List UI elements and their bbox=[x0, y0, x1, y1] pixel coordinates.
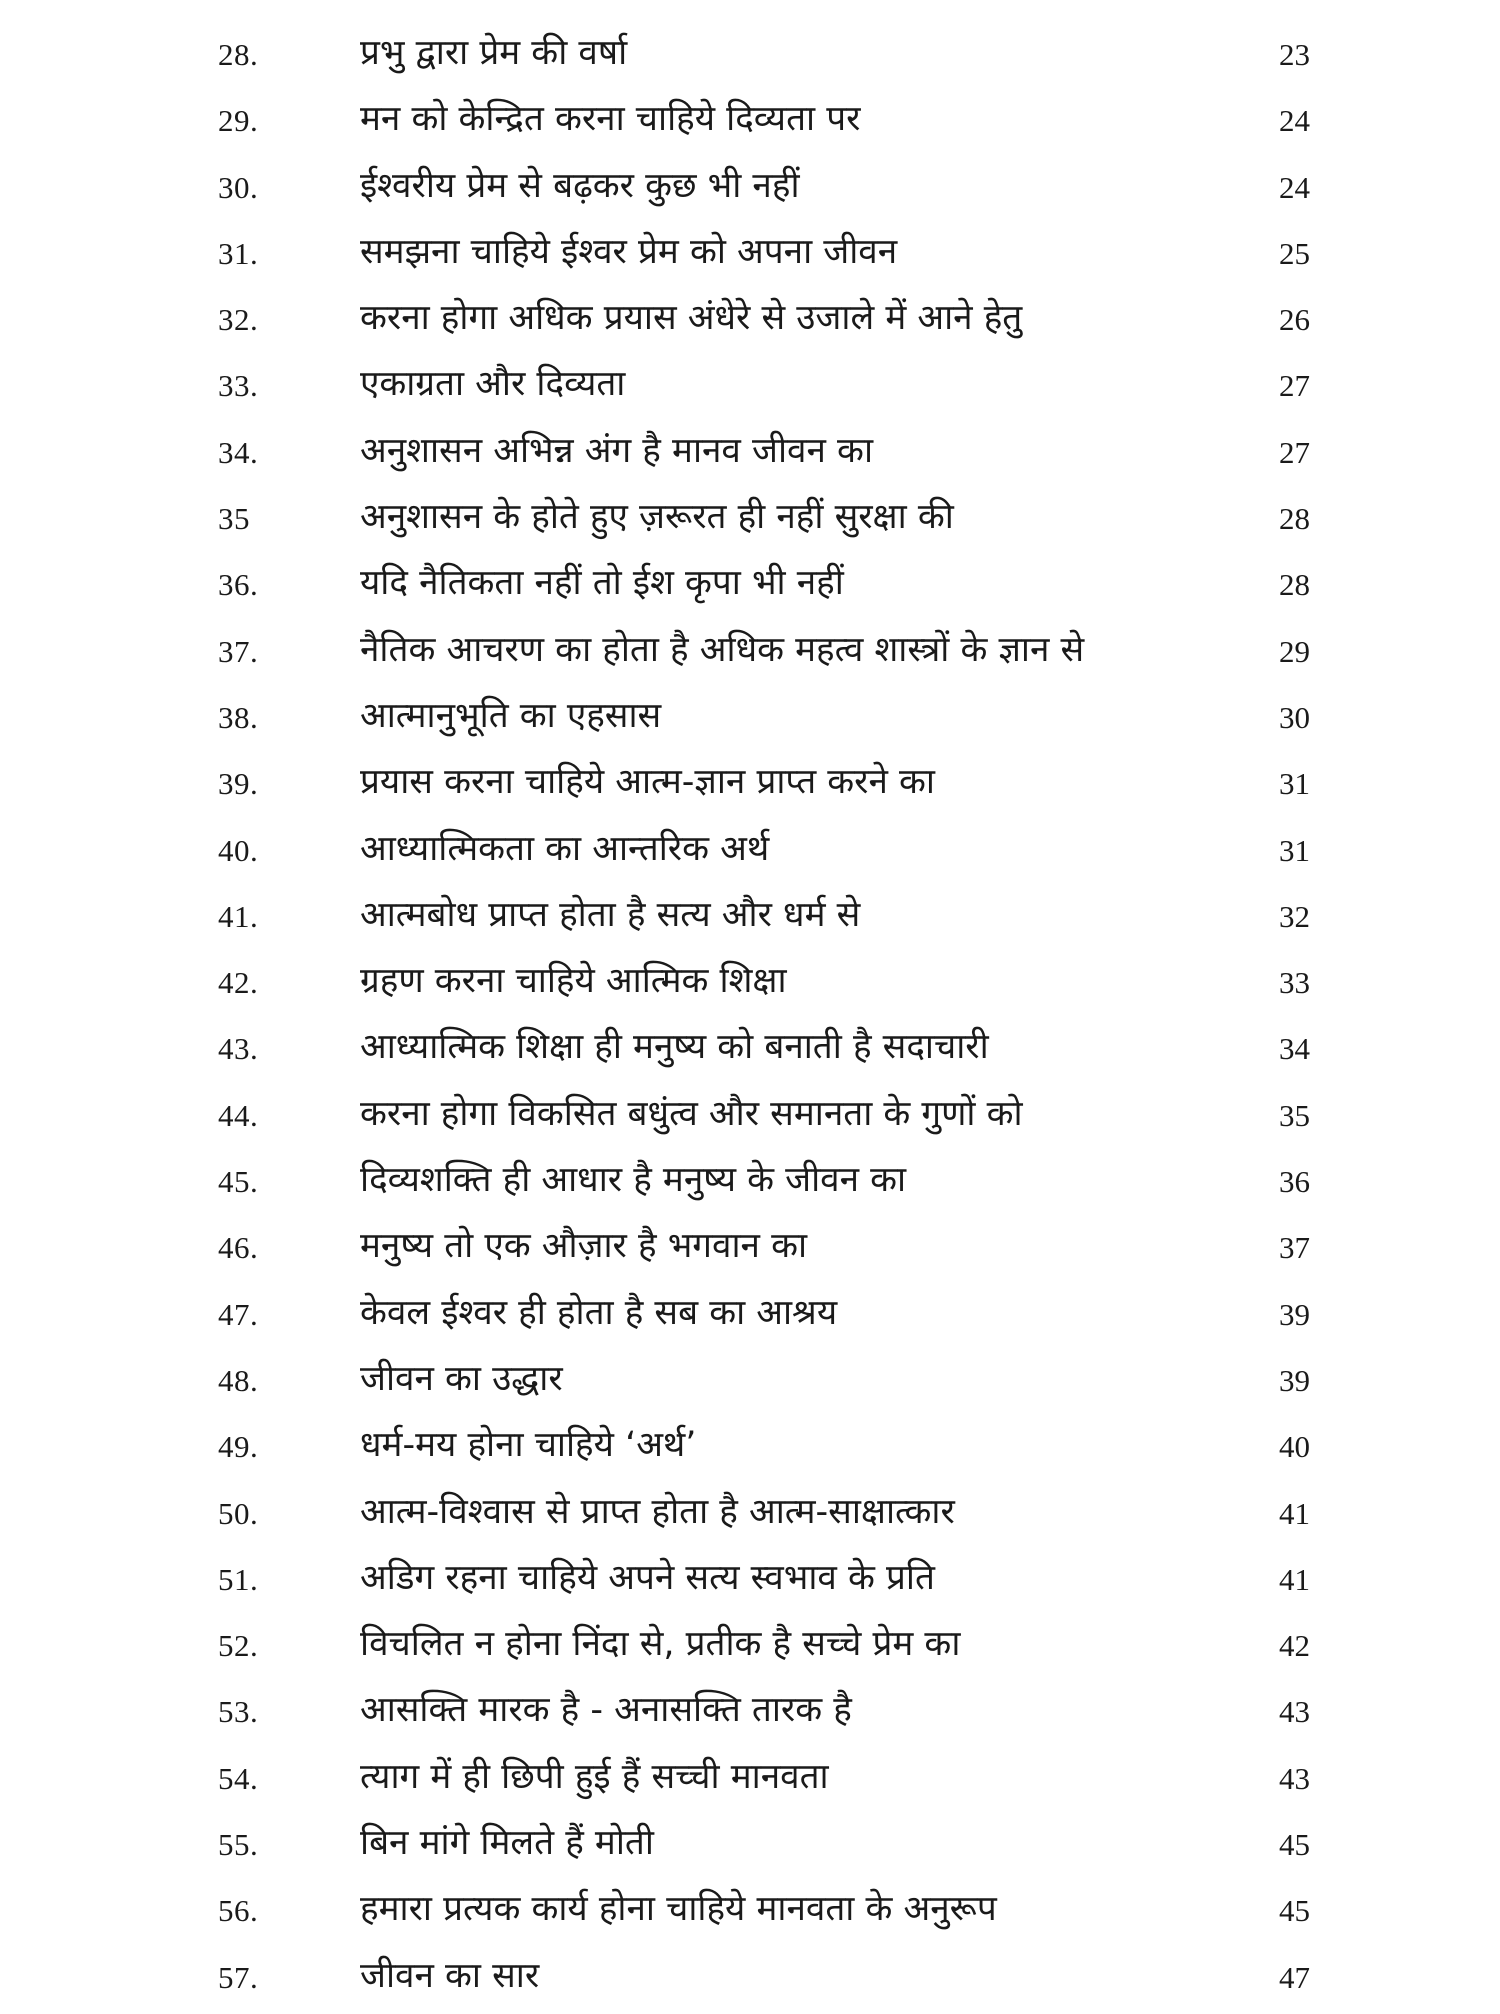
entry-title: त्याग में ही छिपी हुई हैं सच्ची मानवता bbox=[360, 1756, 829, 1797]
entry-number: 46. bbox=[218, 1230, 259, 1266]
entry-number: 32. bbox=[218, 302, 259, 338]
entry-page-number: 29 bbox=[1279, 633, 1310, 669]
toc-entry bbox=[0, 290, 1500, 356]
toc-entry bbox=[0, 158, 1500, 224]
entry-number: 39. bbox=[218, 766, 259, 802]
entry-title: आत्म-विश्वास से प्राप्त होता है आत्म-साक्षात्कार bbox=[360, 1491, 955, 1532]
toc-entry bbox=[0, 555, 1500, 621]
entry-title: अनुशासन अभिन्न अंग है मानव जीवन का bbox=[360, 430, 874, 471]
entry-page-number: 43 bbox=[1279, 1760, 1310, 1796]
entry-page-number: 32 bbox=[1279, 898, 1310, 934]
entry-page-number: 23 bbox=[1279, 37, 1310, 72]
entry-title: मन को केन्द्रित करना चाहिये दिव्यता पर bbox=[360, 99, 861, 140]
entry-title: नैतिक आचरण का होता है अधिक महत्व शास्त्रों के ज्ञान से bbox=[360, 629, 1085, 670]
entry-number: 52. bbox=[218, 1628, 259, 1664]
entry-title: जीवन का सार bbox=[360, 1955, 540, 1996]
entry-title: आत्मानुभूति का एहसास bbox=[360, 695, 662, 736]
toc-entry bbox=[0, 1550, 1500, 1616]
entry-number: 50. bbox=[218, 1495, 259, 1531]
entry-page-number: 45 bbox=[1279, 1827, 1310, 1863]
entry-number: 35 bbox=[218, 501, 250, 537]
entry-title: यदि नैतिकता नहीं तो ईश कृपा भी नहीं bbox=[360, 563, 844, 604]
entry-title: प्रयास करना चाहिये आत्म-ज्ञान प्राप्त करने का bbox=[360, 762, 935, 803]
entry-title: आध्यात्मिकता का आन्तरिक अर्थ bbox=[360, 828, 770, 869]
entry-number: 36. bbox=[218, 567, 259, 603]
toc-entry bbox=[0, 1086, 1500, 1152]
entry-number: 40. bbox=[218, 832, 259, 868]
entry-number: 38. bbox=[218, 699, 259, 735]
entry-title: अनुशासन के होते हुए ज़रूरत ही नहीं सुरक्षा की bbox=[360, 497, 954, 538]
entry-title: विचलित न होना निंदा से, प्रतीक है सच्चे प्रेम का bbox=[360, 1624, 961, 1665]
entry-page-number: 40 bbox=[1279, 1429, 1310, 1465]
entry-number: 49. bbox=[218, 1429, 259, 1465]
entry-title: आध्यात्मिक शिक्षा ही मनुष्य को बनाती है सदाचारी bbox=[360, 1027, 989, 1068]
entry-page-number: 39 bbox=[1279, 1362, 1310, 1398]
entry-number: 37. bbox=[218, 633, 259, 669]
entry-page-number: 27 bbox=[1279, 434, 1310, 470]
entry-page-number: 31 bbox=[1279, 832, 1310, 868]
toc-entry bbox=[0, 821, 1500, 887]
toc-entry bbox=[0, 1948, 1500, 2014]
toc-entry bbox=[0, 1019, 1500, 1085]
entry-number: 41. bbox=[218, 898, 259, 934]
entry-number: 42. bbox=[218, 965, 259, 1001]
entry-title: मनुष्य तो एक औज़ार है भगवान का bbox=[360, 1226, 808, 1267]
toc-entry bbox=[0, 953, 1500, 1019]
entry-number: 51. bbox=[218, 1561, 259, 1597]
entry-number: 30. bbox=[218, 169, 259, 205]
toc-entry bbox=[0, 1749, 1500, 1815]
entry-title: एकाग्रता और दिव्यता bbox=[360, 364, 626, 405]
toc-entry bbox=[0, 489, 1500, 555]
toc-entry bbox=[0, 754, 1500, 820]
entry-page-number: 24 bbox=[1279, 169, 1310, 205]
entry-number: 57. bbox=[218, 1959, 259, 1995]
entry-page-number: 30 bbox=[1279, 699, 1310, 735]
entry-title: आत्मबोध प्राप्त होता है सत्य और धर्म से bbox=[360, 894, 861, 935]
entry-number: 43. bbox=[218, 1031, 259, 1067]
entry-number: 34. bbox=[218, 434, 259, 470]
entry-number: 47. bbox=[218, 1296, 259, 1332]
entry-page-number: 28 bbox=[1279, 567, 1310, 603]
toc-entry bbox=[0, 1815, 1500, 1881]
entry-title: करना होगा अधिक प्रयास अंधेरे से उजाले में आने हेतु bbox=[360, 298, 1023, 339]
entry-title: जीवन का उद्धार bbox=[360, 1358, 563, 1399]
entry-title: धर्म-मय होना चाहिये ‘अर्थ’ bbox=[360, 1425, 697, 1466]
entry-number: 53. bbox=[218, 1694, 259, 1730]
toc-entry bbox=[0, 1682, 1500, 1748]
toc-entry bbox=[0, 1417, 1500, 1483]
toc-entry bbox=[0, 356, 1500, 422]
entry-title: आसक्ति मारक है - अनासक्ति तारक है bbox=[360, 1690, 852, 1731]
entry-page-number: 28 bbox=[1279, 501, 1310, 537]
entry-page-number: 43 bbox=[1279, 1694, 1310, 1730]
toc-entry bbox=[0, 1351, 1500, 1417]
entry-page-number: 26 bbox=[1279, 302, 1310, 338]
entry-number: 56. bbox=[218, 1893, 259, 1929]
entry-page-number: 39 bbox=[1279, 1296, 1310, 1332]
toc-entry bbox=[0, 423, 1500, 489]
toc-entry bbox=[0, 91, 1500, 157]
toc-entry bbox=[0, 887, 1500, 953]
entry-number: 44. bbox=[218, 1097, 259, 1133]
entry-number: 33. bbox=[218, 368, 259, 404]
entry-page-number: 41 bbox=[1279, 1495, 1310, 1531]
toc-entry bbox=[0, 622, 1500, 688]
entry-number: 45. bbox=[218, 1164, 259, 1200]
entry-page-number: 35 bbox=[1279, 1097, 1310, 1133]
entry-number: 55. bbox=[218, 1827, 259, 1863]
toc-entry bbox=[0, 1152, 1500, 1218]
entry-page-number: 34 bbox=[1279, 1031, 1310, 1067]
entry-page-number: 24 bbox=[1279, 103, 1310, 139]
toc-entry bbox=[0, 1285, 1500, 1351]
toc-entry bbox=[0, 25, 1500, 91]
table-of-contents-list bbox=[0, 25, 1500, 2014]
entry-title: बिन मांगे मिलते हैं मोती bbox=[360, 1823, 654, 1864]
toc-entry bbox=[0, 688, 1500, 754]
entry-title: करना होगा विकसित बधुंत्व और समानता के गुणों को bbox=[360, 1093, 1023, 1134]
entry-title: प्रभु द्वारा प्रेम की वर्षा bbox=[360, 33, 628, 73]
entry-title: हमारा प्रत्यक कार्य होना चाहिये मानवता के अनुरूप bbox=[360, 1889, 997, 1930]
toc-entry bbox=[0, 1616, 1500, 1682]
entry-number: 29. bbox=[218, 103, 259, 139]
entry-page-number: 25 bbox=[1279, 235, 1310, 271]
entry-number: 54. bbox=[218, 1760, 259, 1796]
entry-title: केवल ईश्वर ही होता है सब का आश्रय bbox=[360, 1292, 838, 1333]
toc-entry bbox=[0, 1218, 1500, 1284]
entry-page-number: 27 bbox=[1279, 368, 1310, 404]
toc-entry bbox=[0, 1484, 1500, 1550]
entry-page-number: 36 bbox=[1279, 1164, 1310, 1200]
entry-page-number: 37 bbox=[1279, 1230, 1310, 1266]
entry-title: दिव्यशक्ति ही आधार है मनुष्य के जीवन का bbox=[360, 1160, 907, 1201]
entry-number: 48. bbox=[218, 1362, 259, 1398]
entry-page-number: 41 bbox=[1279, 1561, 1310, 1597]
toc-entry bbox=[0, 1881, 1500, 1947]
entry-page-number: 47 bbox=[1279, 1959, 1310, 1995]
entry-page-number: 45 bbox=[1279, 1893, 1310, 1929]
toc-entry bbox=[0, 224, 1500, 290]
entry-page-number: 33 bbox=[1279, 965, 1310, 1001]
entry-page-number: 31 bbox=[1279, 766, 1310, 802]
entry-number: 31. bbox=[218, 235, 259, 271]
entry-page-number: 42 bbox=[1279, 1628, 1310, 1664]
entry-title: ग्रहण करना चाहिये आत्मिक शिक्षा bbox=[360, 961, 787, 1002]
entry-title: ईश्वरीय प्रेम से बढ़कर कुछ भी नहीं bbox=[360, 165, 800, 206]
entry-title: अडिग रहना चाहिये अपने सत्य स्वभाव के प्रति bbox=[360, 1557, 935, 1598]
entry-title: समझना चाहिये ईश्वर प्रेम को अपना जीवन bbox=[360, 231, 898, 272]
entry-number: 28. bbox=[218, 37, 259, 72]
